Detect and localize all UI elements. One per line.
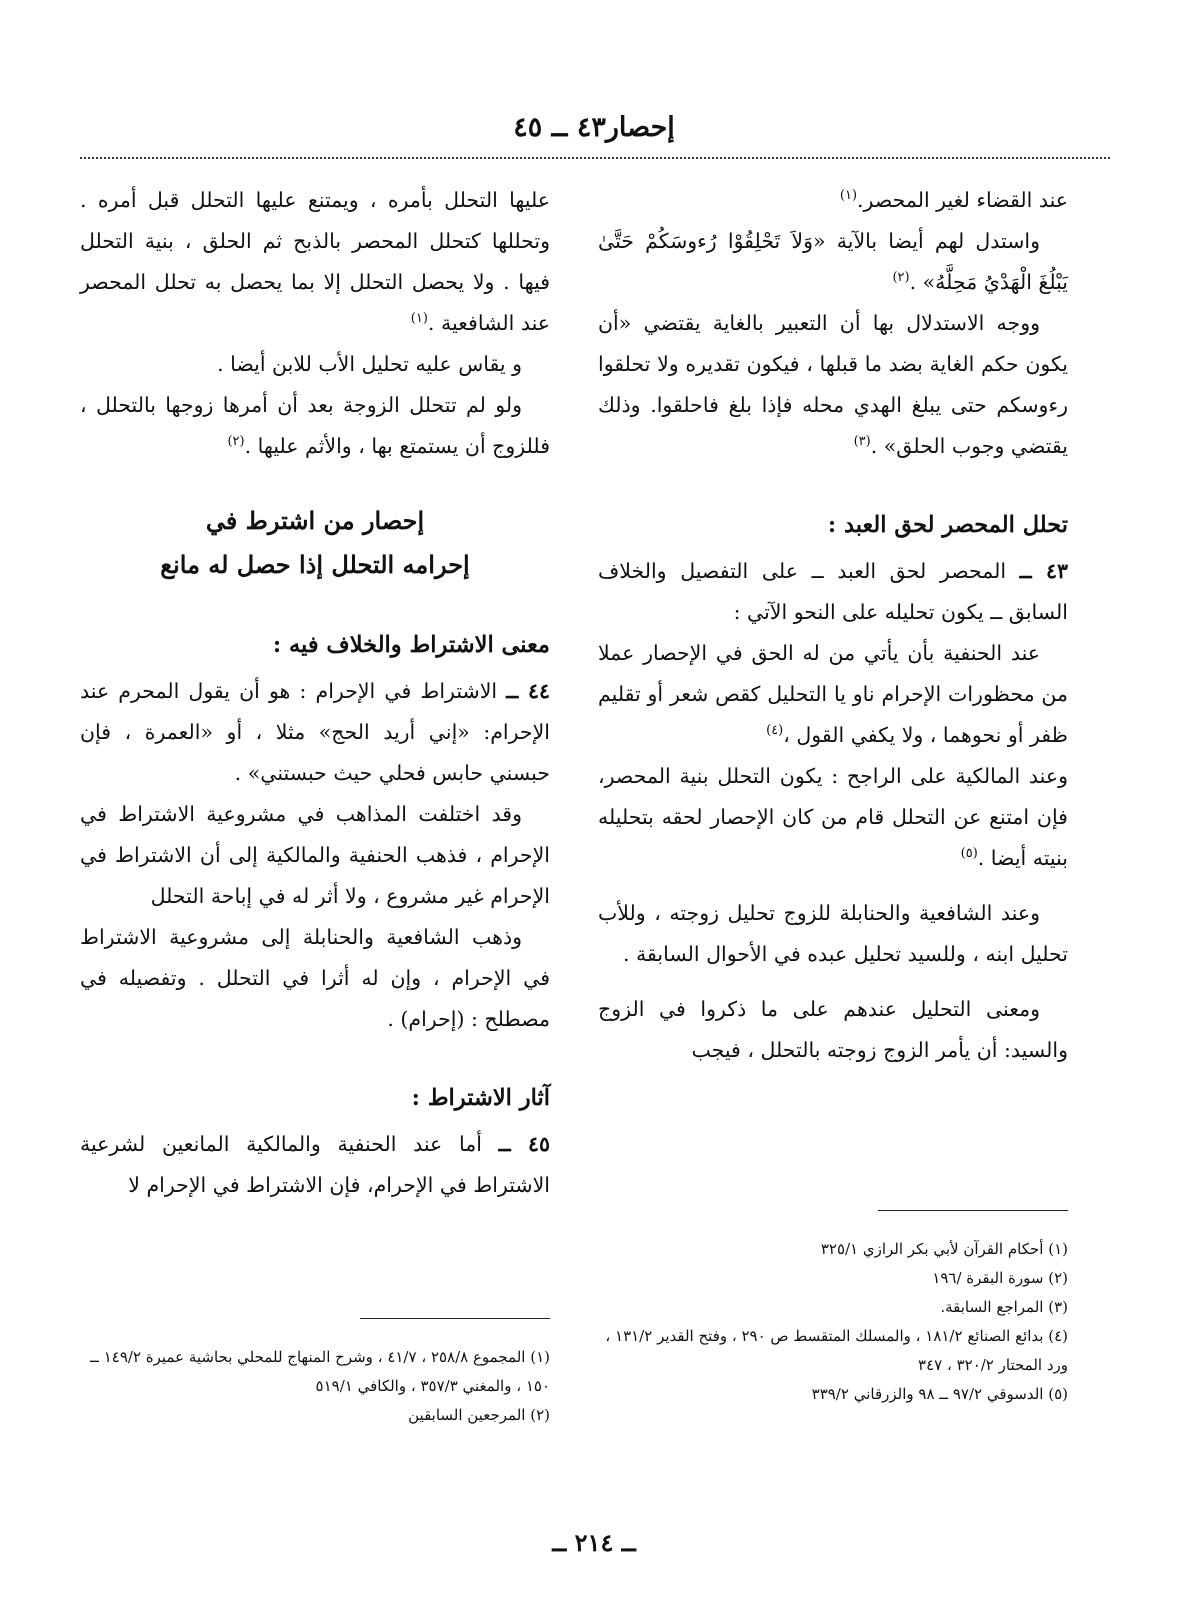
header-divider <box>80 157 1110 159</box>
page-header: إحصار٤٣ ــ ٤٥ <box>513 112 675 143</box>
footnote: (٢) سورة البقرة /١٩٦ <box>932 1269 1068 1287</box>
footnote-ref: (٢) <box>892 270 910 286</box>
paragraph: عند القضاء لغير المحصر.$^{(١)}$ <box>839 188 1068 212</box>
section-number: ٤٣ ــ <box>1019 559 1068 583</box>
left-column <box>80 180 550 1206</box>
section-heading: تحلل المحصر لحق العبد : <box>827 512 1068 538</box>
footnote-ref: (٥) <box>960 846 978 862</box>
center-heading-line-1: إحصار من اشترط في <box>205 506 425 535</box>
paragraph: وقد اختلفت المذاهب في مشروعية الاشتراط في الإحرام ، فذهب الحنفية والمالكية إلى أن الاشتراط في الإحرام غير مشروع ، ولا أثر له في إباحة التحلل <box>80 802 550 908</box>
footnote-ref: (٤) <box>766 723 784 739</box>
paragraph: ولو لم تتحلل الزوجة بعد أن أمرها زوجها بالتحلل ، فللزوج أن يستمتع بها ، والأثم عليها .$^{(٢)}$ <box>80 393 550 458</box>
section-number: ٤٤ ــ <box>506 679 550 703</box>
paragraph: وعند المالكية على الراجح : يكون التحلل بنية المحصر، فإن امتنع عن التحلل قام من كان الإحصار لحقه بتحليله بنيته أيضا .$^{(٥)}$ <box>598 764 1068 870</box>
footnote-ref: (١) <box>839 188 858 204</box>
footnote: (١) المجموع ٢٥٨/٨ ، ٤١/٧ ، وشرح المنهاج للمحلي بحاشية عميرة ١٤٩/٢ ــ ١٥٠ ، والمغني ٣٥٧/٣ ، والكافي ٥١٩/١ <box>90 1348 550 1395</box>
footnote-ref: (٢) <box>227 434 245 450</box>
paragraph: واستدل لهم أيضا بالآية «وَلاَ تَحْلِقُوْا رُءوسَكُمْ حَتَّىٰ يَبْلُغَ الْهَدْيُ مَحِلَّهُ» .$^{(٢)}$ <box>598 229 1068 294</box>
footnote: (٤) بدائع الصنائع ١٨١/٢ ، والمسلك المتقسط ص ٢٩٠ ، وفتح القدير ١٣١/٢ ، ورد المحتار ٣٢٠/٢ ، ٣٤٧ <box>605 1327 1068 1374</box>
paragraph: و يقاس عليه تحليل الأب للابن أيضا . <box>217 352 522 376</box>
center-heading-line-2: إحرامه التحلل إذا حصل له مانع <box>160 550 470 579</box>
section-heading: معنى الاشتراط والخلاف فيه : <box>272 632 550 658</box>
paragraph: ٤٤ ــ الاشتراط في الإحرام : هو أن يقول المحرم عند الإحرام: «إني أريد الحج» مثلا ، أو «العمرة ، فإن حبسني حابس فحلي حيث حبستني» . <box>80 679 550 785</box>
section-number: ٤٥ ــ <box>498 1132 550 1156</box>
paragraph: ٤٣ ــ المحصر لحق العبد ــ على التفصيل والخلاف السابق ــ يكون تحليله على النحو الآتي : <box>598 559 1068 624</box>
paragraph: ووجه الاستدلال بها أن التعبير بالغاية يقتضي «أن يكون حكم الغاية بضد ما قبلها ، فيكون تقديره ولا تحلقوا رءوسكم حتى يبلغ الهدي محله فإذا بلغ فاحلقوا. وذلك يقتضي وجوب الحلق» .$^{(٣)}$ <box>598 311 1068 458</box>
footnote-divider <box>360 1318 550 1319</box>
paragraph: عليها التحلل بأمره ، ويمتنع عليها التحلل قبل أمره . وتحللها كتحلل المحصر بالذبح ثم الحلق ، بنية التحلل فيها . ولا يحصل التحلل إلا بما يحصل به تحلل المحصر عند الشافعية .$^{(١)}$ <box>80 188 550 335</box>
paragraph: عند الحنفية بأن يأتي من له الحق في الإحصار عملا من محظورات الإحرام ناو يا التحليل كقص شعر أو تقليم ظفر أو نحوهما ، ولا يكفي القول ،$^{(٤)}$ <box>598 641 1068 747</box>
right-column <box>598 180 1068 1071</box>
footnotes-right <box>598 1210 1068 1409</box>
section-heading: آثار الاشتراط : <box>411 1085 550 1111</box>
footnote-ref: (١) <box>410 311 428 327</box>
paragraph: ومعنى التحليل عندهم على ما ذكروا في الزوج والسيد: أن يأمر الزوج زوجته بالتحلل ، فيجب <box>598 997 1068 1062</box>
footnote-divider <box>878 1210 1068 1211</box>
footnotes-left <box>80 1318 550 1430</box>
paragraph: وعند الشافعية والحنابلة للزوج تحليل زوجته ، وللأب تحليل ابنه ، وللسيد تحليل عبده في الأحوال السابقة . <box>598 901 1068 966</box>
paragraph: وذهب الشافعية والحنابلة إلى مشروعية الاشتراط في الإحرام ، وإن له أثرا في التحلل . وتفصيله في مصطلح : (إحرام) . <box>80 925 550 1031</box>
page-number: ــ ٢١٤ ــ <box>552 1528 636 1557</box>
center-heading <box>80 499 550 587</box>
footnote: (٣) المراجع السابقة. <box>940 1298 1068 1316</box>
footnote: (٢) المرجعين السابقين <box>408 1406 550 1424</box>
footnote: (٥) الدسوقي ٩٧/٢ ــ ٩٨ والزرقاني ٣٣٩/٢ <box>811 1385 1068 1403</box>
footnote-ref: (٣) <box>853 434 871 450</box>
footnote: (١) أحكام القرآن لأبي بكر الرازي ٣٢٥/١ <box>820 1240 1068 1258</box>
paragraph: ٤٥ ــ أما عند الحنفية والمالكية المانعين لشرعية الاشتراط في الإحرام، فإن الاشتراط في الإحرام لا <box>80 1132 550 1197</box>
